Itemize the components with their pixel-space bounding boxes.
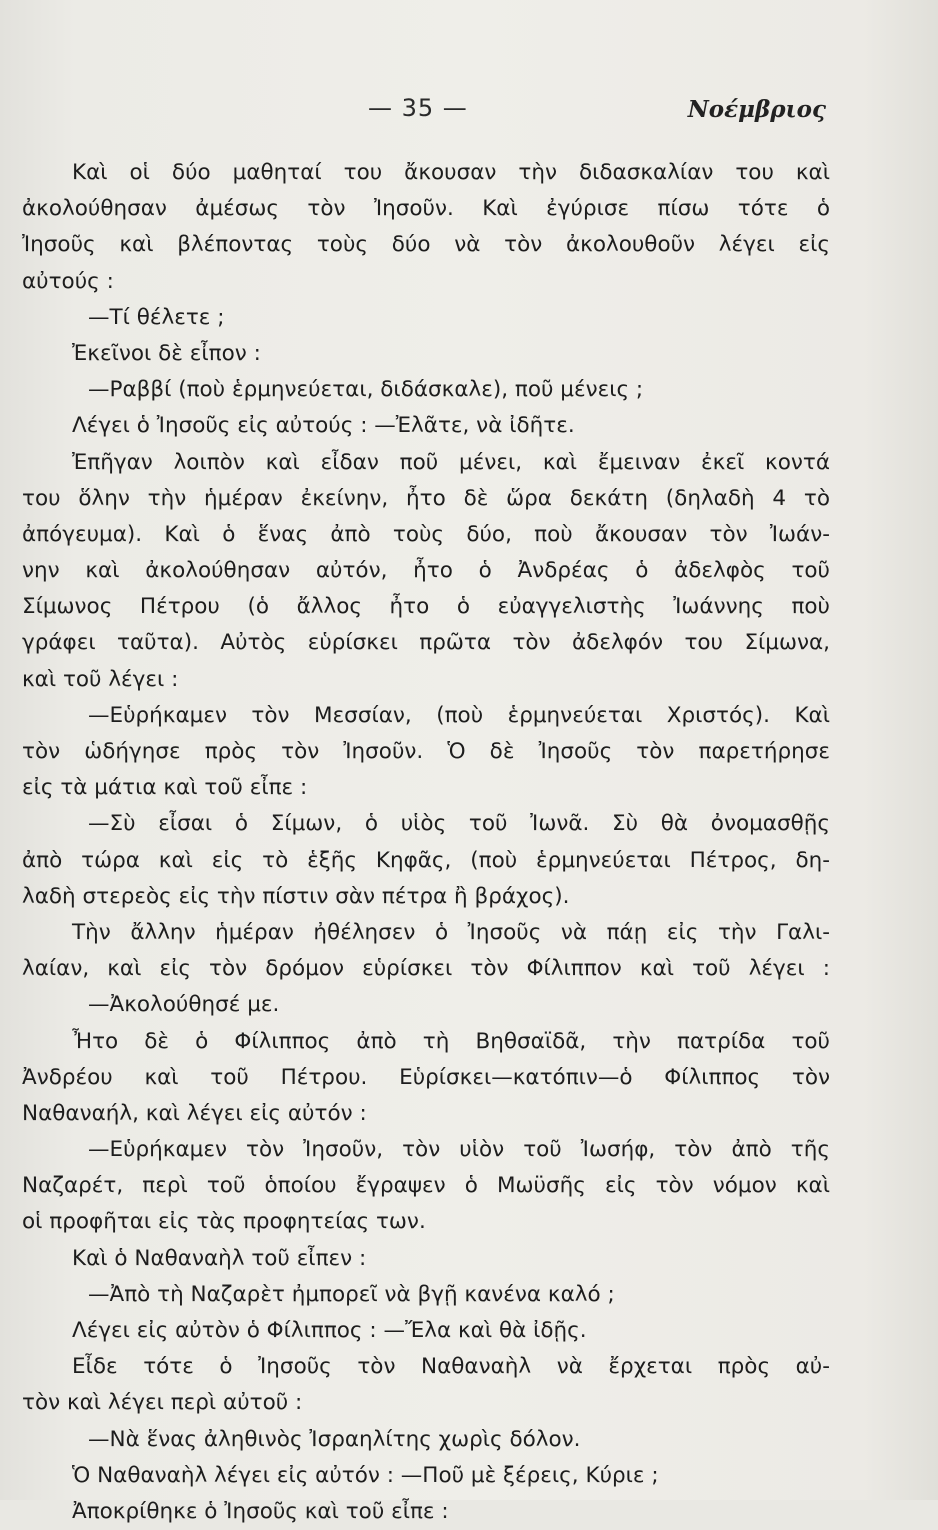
text-line: Λέγει ὁ Ἰησοῦς εἰς αὐτούς : —Ἐλᾶτε, νὰ ἰδῆτε. [72, 413, 575, 439]
body-text [22, 155, 830, 1530]
text-line: Ἀνδρέου καὶ τοῦ Πέτρου. Εὑρίσκει—κατόπιν—ὁ Φίλιππος τὸν [22, 1064, 830, 1090]
text-line: Εἶδε τότε ὁ Ἰησοῦς τὸν Ναθαναὴλ νὰ ἔρχεται πρὸς αὐ- [72, 1354, 830, 1380]
text-line: Ναθαναήλ, καὶ λέγει εἰς αὐτόν : [22, 1100, 367, 1126]
text-line: Ἐκεῖνοι δὲ εἶπον : [72, 340, 261, 366]
text-line: νην καὶ ἀκολούθησαν αὐτόν, ἦτο ὁ Ἀνδρέας ὁ ἀδελφὸς τοῦ [22, 558, 830, 584]
text-line: —Νὰ ἕνας ἀληθινὸς Ἰσραηλίτης χωρὶς δόλον. [88, 1426, 581, 1452]
text-line: Ὁ Ναθαναὴλ λέγει εἰς αὐτόν : —Ποῦ μὲ ξέρεις, Κύριε ; [72, 1462, 659, 1488]
page-header [0, 94, 938, 130]
text-line: Ἐπῆγαν λοιπὸν καὶ εἶδαν ποῦ μένει, καὶ ἔμειναν ἐκεῖ κοντά [72, 449, 830, 475]
text-line: οἱ προφῆται εἰς τὰς προφητείας των. [22, 1209, 426, 1235]
text-line: λαδὴ στερεὸς εἰς τὴν πίστιν σὰν πέτρα ἢ βράχος). [22, 883, 570, 909]
text-line: —Ἀπὸ τὴ Ναζαρὲτ ἠμπορεῖ νὰ βγῇ κανένα καλό ; [88, 1281, 615, 1307]
text-line: Καὶ οἱ δύο μαθηταί του ἄκουσαν τὴν διδασκαλίαν του καὶ [72, 160, 830, 185]
text-line: λαίαν, καὶ εἰς τὸν δρόμον εὑρίσκει τὸν Φίλιππον καὶ τοῦ λέγει : [22, 956, 830, 982]
text-line: Ἦτο δὲ ὁ Φίλιππος ἀπὸ τὴ Βηθσαϊδᾶ, τὴν πατρίδα τοῦ [72, 1028, 830, 1054]
text-line: Ναζαρέτ, περὶ τοῦ ὁποίου ἔγραψεν ὁ Μωϋσῆς εἰς τὸν νόμον καὶ [22, 1173, 830, 1199]
text-line: καὶ τοῦ λέγει : [22, 666, 179, 692]
text-line: ἀπόγευμα). Καὶ ὁ ἕνας ἀπὸ τοὺς δύο, ποὺ ἄκουσαν τὸν Ἰωάν- [22, 521, 830, 547]
text-line: Λέγει εἰς αὐτὸν ὁ Φίλιππος : —Ἔλα καὶ θὰ ἰδῇς. [72, 1318, 587, 1343]
text-line: ἀπὸ τώρα καὶ εἰς τὸ ἑξῆς Κηφᾶς, (ποὺ ἑρμηνεύεται Πέτρος, δη- [22, 847, 830, 873]
text-line: —Εὑρήκαμεν τὸν Μεσσίαν, (ποὺ ἑρμηνεύεται Χριστός). Καὶ [88, 702, 830, 728]
text-line: Τὴν ἄλλην ἡμέραν ἠθέλησεν ὁ Ἰησοῦς νὰ πάῃ εἰς τὴν Γαλι- [72, 919, 830, 945]
text-line: του ὅλην τὴν ἡμέραν ἐκείνην, ἦτο δὲ ὥρα δεκάτη (δηλαδὴ 4 τὸ [22, 485, 830, 511]
page-number: — 35 — [368, 94, 468, 122]
text-line: —Εὑρήκαμεν τὸν Ἰησοῦν, τὸν υἱὸν τοῦ Ἰωσήφ, τὸν ἀπὸ τῆς [88, 1137, 830, 1163]
text-line: Καὶ ὁ Ναθαναὴλ τοῦ εἶπεν : [72, 1245, 367, 1271]
text-line: τὸν καὶ λέγει περὶ αὐτοῦ : [22, 1390, 303, 1416]
text-line: ἀκολούθησαν ἀμέσως τὸν Ἰησοῦν. Καὶ ἐγύρισε πίσω τότε ὁ [22, 196, 830, 222]
running-head: Νοέμβριος [687, 96, 826, 123]
text-line: —Σὺ εἶσαι ὁ Σίμων, ὁ υἱὸς τοῦ Ἰωνᾶ. Σὺ θὰ ὀνομασθῇς [88, 811, 830, 837]
text-line: —Τί θέλετε ; [88, 304, 225, 330]
text-line: —Ἀκολούθησέ με. [88, 992, 280, 1018]
text-line: γράφει ταῦτα). Αὐτὸς εὑρίσκει πρῶτα τὸν ἀδελφόν του Σίμωνα, [22, 630, 830, 656]
text-line: τὸν ὡδήγησε πρὸς τὸν Ἰησοῦν. Ὁ δὲ Ἰησοῦς τὸν παρετήρησε [22, 739, 830, 764]
text-line: Σίμωνος Πέτρου (ὁ ἄλλος ἦτο ὁ εὐαγγελιστὴς Ἰωάννης ποὺ [22, 594, 830, 620]
text-line: Ἀποκρίθηκε ὁ Ἰησοῦς καὶ τοῦ εἶπε : [72, 1498, 449, 1524]
text-line: αὐτούς : [22, 268, 114, 294]
text-line: Ἰησοῦς καὶ βλέποντας τοὺς δύο νὰ τὸν ἀκολουθοῦν λέγει εἰς [22, 232, 830, 258]
text-line: εἰς τὰ μάτια καὶ τοῦ εἶπε : [22, 775, 308, 801]
text-line: —Ραββί (ποὺ ἑρμηνεύεται, διδάσκαλε), ποῦ μένεις ; [88, 377, 644, 403]
